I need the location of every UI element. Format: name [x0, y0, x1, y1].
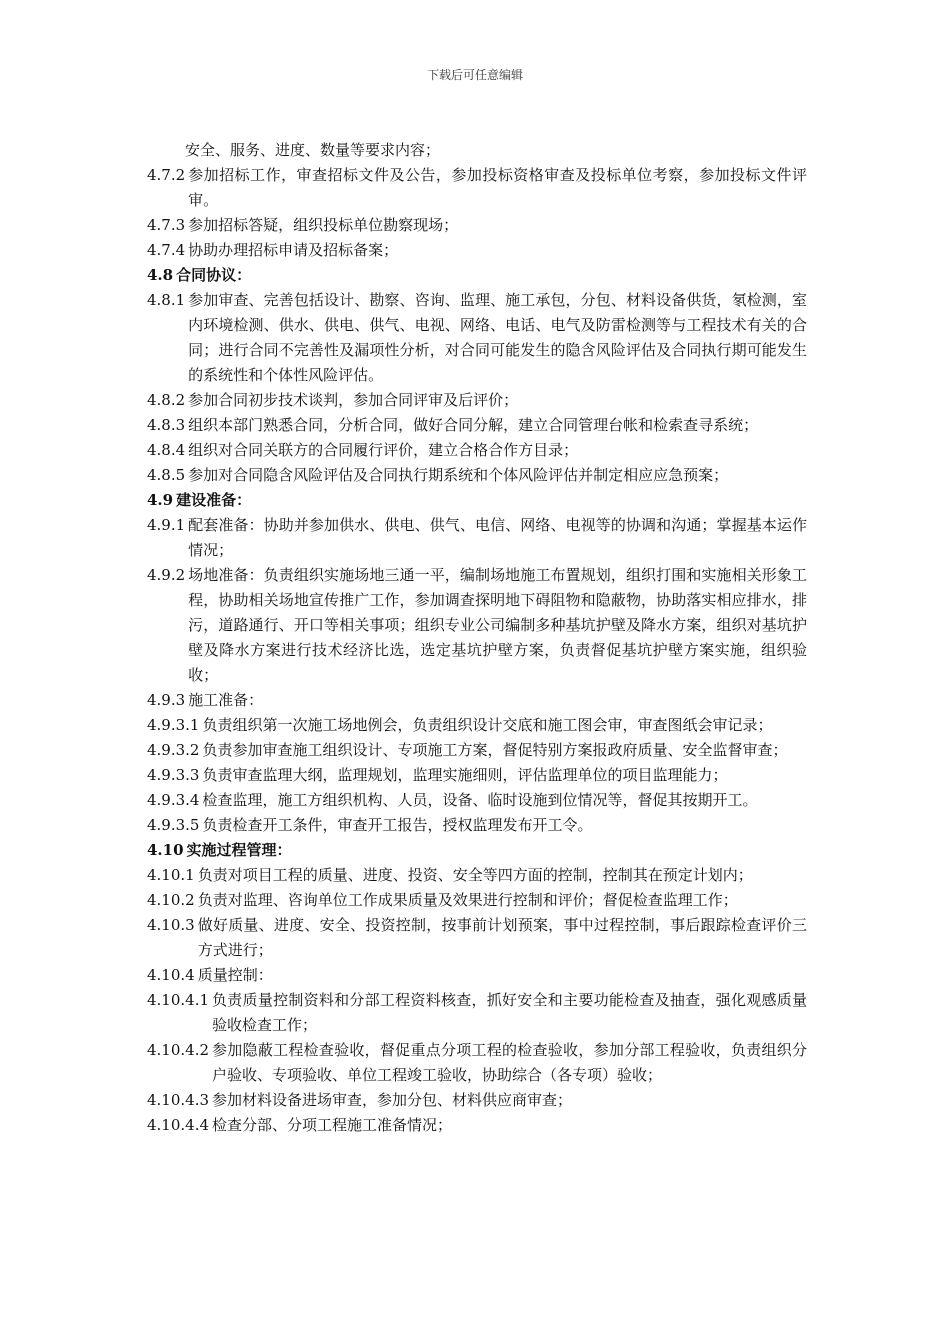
list-item	[147, 438, 807, 463]
item-text: 参加材料设备进场审查，参加分包、材料供应商审查；	[212, 1091, 573, 1109]
item-number: 4.7.2	[147, 166, 186, 184]
list-item	[147, 688, 807, 713]
item-number: 4.10.4	[147, 966, 195, 984]
list-item	[147, 413, 807, 438]
item-number: 4.9.3.2	[147, 741, 200, 759]
item-number: 4.8.2	[147, 391, 186, 409]
item-text: 负责检查开工条件，审查开工报告，授权监理发布开工令。	[202, 816, 593, 834]
item-number: 4.10.1	[147, 866, 195, 884]
item-number: 4.9.3.5	[147, 816, 200, 834]
list-item	[147, 1088, 807, 1113]
list-item	[147, 788, 807, 813]
item-number: 4.8	[147, 266, 174, 284]
item-number: 4.8.5	[147, 466, 186, 484]
item-number: 4.8.4	[147, 441, 186, 459]
item-text: 参加招标答疑，组织投标单位勘察现场；	[188, 216, 459, 234]
list-item	[147, 463, 807, 488]
item-number: 4.9.3.4	[147, 791, 200, 809]
item-text: 质量控制：	[197, 966, 273, 984]
item-number: 4.7.3	[147, 216, 186, 234]
item-text: 负责对项目工程的质量、进度、投资、安全等四方面的控制，控制其在预定计划内；	[197, 866, 753, 884]
item-number: 4.10.4.1	[147, 991, 210, 1009]
item-text: 负责审查监理大纲，监理规划，监理实施细则，评估监理单位的项目监理能力；	[202, 766, 728, 784]
item-text: 配套准备：协助并参加供水、供电、供气、电信、网络、电视等的协调和沟通；掌握基本运作情况；	[188, 516, 807, 559]
item-number: 4.9.3.1	[147, 716, 200, 734]
item-number: 4.9.3.3	[147, 766, 200, 784]
list-item	[147, 763, 807, 788]
list-item	[147, 813, 807, 838]
section-heading	[147, 488, 807, 513]
list-item	[147, 738, 807, 763]
list-item	[147, 1113, 807, 1138]
section-heading	[147, 838, 807, 863]
list-item	[147, 1038, 807, 1088]
list-item	[147, 238, 807, 263]
item-text: 建设准备：	[176, 491, 252, 509]
item-number: 4.10.2	[147, 891, 195, 909]
document-body	[147, 138, 807, 1138]
list-item	[147, 213, 807, 238]
list-item	[147, 163, 807, 213]
list-item	[147, 713, 807, 738]
item-text: 安全、服务、进度、数量等要求内容；	[185, 141, 441, 159]
list-item	[147, 988, 807, 1038]
item-text: 实施过程管理：	[186, 841, 292, 859]
item-text: 参加合同初步技术谈判，参加合同评审及后评价；	[188, 391, 519, 409]
item-text: 参加招标工作，审查招标文件及公告，参加投标资格审查及投标单位考察，参加投标文件评审。	[188, 166, 807, 209]
item-text: 负责质量控制资料和分部工程资料核查，抓好安全和主要功能检查及抽查，强化观感质量验收检查工作；	[212, 991, 807, 1034]
item-number: 4.10.3	[147, 916, 195, 934]
item-number: 4.9.2	[147, 566, 186, 584]
item-number: 4.7.4	[147, 241, 186, 259]
item-text: 场地准备：负责组织实施场地三通一平，编制场地施工布置规划，组织打围和实施相关形象工程，协助相关场地宣传推广工作，参加调查探明地下碍阻物和隐蔽物，协助落实相应排水，排污，道路通行、开口等相关事项；组织专业公司编制多种基坑护壁及降水方案，组织对基坑护壁及降水方案进行技术经济比选，选定基坑护壁方案，负责督促基坑护壁方案实施，组织验收；	[188, 566, 807, 684]
item-number: 4.9	[147, 491, 174, 509]
item-text: 合同协议：	[176, 266, 252, 284]
item-text: 组织对合同关联方的合同履行评价，建立合格合作方目录；	[188, 441, 579, 459]
list-item	[147, 863, 807, 888]
item-number: 4.8.1	[147, 291, 186, 309]
item-number: 4.9.1	[147, 516, 186, 534]
item-text: 参加隐蔽工程检查验收，督促重点分项工程的检查验收，参加分部工程验收，负责组织分户验收、专项验收、单位工程竣工验收，协助综合（各专项）验收；	[212, 1041, 807, 1084]
item-text: 协助办理招标申请及招标备案；	[188, 241, 399, 259]
list-item	[147, 563, 807, 688]
item-number: 4.10.4.4	[147, 1116, 210, 1134]
item-text: 负责参加审查施工组织设计、专项施工方案，督促特别方案报政府质量、安全监督审查；	[202, 741, 788, 759]
item-number: 4.10.4.2	[147, 1041, 210, 1059]
item-text: 负责对监理、咨询单位工作成果质量及效果进行控制和评价；督促检查监理工作；	[197, 891, 738, 909]
item-number: 4.8.3	[147, 416, 186, 434]
list-item	[147, 138, 807, 163]
list-item	[147, 288, 807, 388]
item-text: 参加对合同隐含风险评估及合同执行期系统和个体风险评估并制定相应应急预案；	[188, 466, 729, 484]
item-number: 4.10	[147, 841, 184, 859]
list-item	[147, 913, 807, 963]
item-text: 施工准备：	[188, 691, 264, 709]
section-heading	[147, 263, 807, 288]
item-text: 检查监理，施工方组织机构、人员，设备、临时设施到位情况等，督促其按期开工。	[202, 791, 758, 809]
item-number: 4.10.4.3	[147, 1091, 210, 1109]
item-number: 4.9.3	[147, 691, 186, 709]
item-text: 做好质量、进度、安全、投资控制，按事前计划预案，事中过程控制，事后跟踪检查评价三方式进行；	[197, 916, 807, 959]
item-text: 组织本部门熟悉合同，分析合同，做好合同分解，建立合同管理台帐和检索查寻系统；	[188, 416, 759, 434]
list-item	[147, 513, 807, 563]
page-header: 下载后可任意编辑	[426, 68, 523, 82]
item-text: 参加审查、完善包括设计、勘察、咨询、监理、施工承包，分包、材料设备供货，氡检测，室内环境检测、供水、供电、供气、电视、网络、电话、电气及防雷检测等与工程技术有关的合同；进行合同不完善性及漏项性分析，对合同可能发生的隐含风险评估及合同执行期可能发生的系统性和个体性风险评估。	[188, 291, 807, 384]
list-item	[147, 388, 807, 413]
list-item	[147, 963, 807, 988]
item-text: 负责组织第一次施工场地例会，负责组织设计交底和施工图会审，审查图纸会审记录；	[202, 716, 773, 734]
list-item	[147, 888, 807, 913]
item-text: 检查分部、分项工程施工准备情况；	[212, 1116, 453, 1134]
